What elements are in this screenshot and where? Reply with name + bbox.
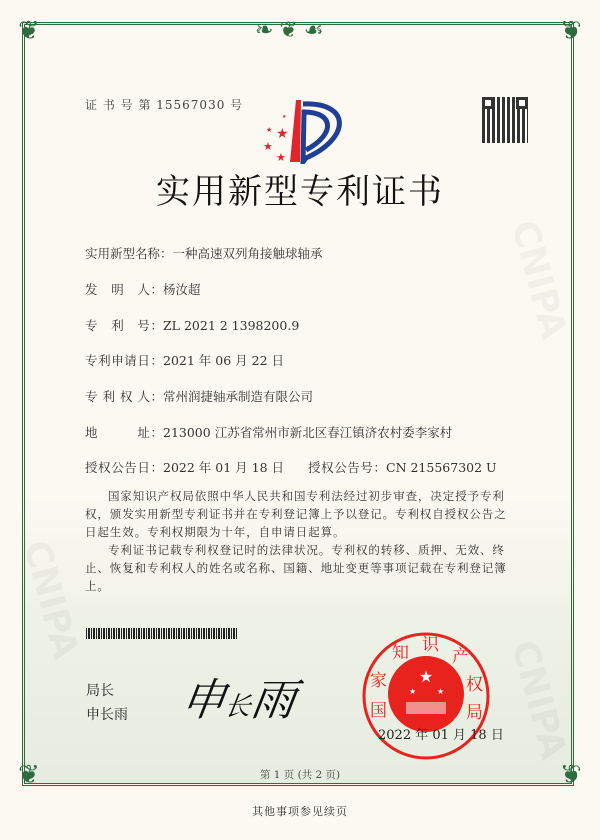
field-label: 专 利 号：	[85, 318, 163, 333]
cnipa-logo	[256, 98, 348, 164]
signature: 申长雨	[177, 675, 299, 726]
field-utility-model-name	[85, 244, 323, 262]
field-label: 地 址：	[85, 425, 163, 440]
field-patent-number	[85, 316, 299, 334]
footer-note: 其他事项参见续页	[252, 805, 348, 818]
signatory-title: 局长	[86, 683, 114, 699]
star-icon: ★	[282, 114, 287, 120]
field-patentee	[85, 387, 313, 405]
field-inventor	[85, 280, 201, 298]
field-value: 2022 年 01 月 18 日	[163, 460, 284, 475]
star-icon: ★	[409, 687, 417, 696]
field-grant-date	[85, 458, 284, 476]
field-announcement-number	[308, 458, 497, 476]
field-value: 杨汝超	[163, 282, 201, 297]
field-value: ZL 2021 2 1398200.9	[163, 318, 300, 333]
seal-char: 权	[466, 675, 483, 695]
statement-paragraph: 国家知识产权局依照中华人民共和国专利法经过初步审查，决定授予专利权，颁发实用新型专利证书并在专利登记簿上予以登记。专利权自授权公告之日起生效。专利权期限为十年，自申请日起算。	[85, 489, 507, 539]
certificate-statement	[85, 487, 517, 595]
top-ornament-icon: ❧❦☙	[255, 18, 330, 43]
page-title: 实用新型专利证书	[156, 172, 444, 212]
field-address	[85, 423, 452, 441]
corner-ornament-icon: ❦	[18, 760, 40, 790]
field-value: 一种高速双列角接触球轴承	[172, 246, 323, 261]
field-value: CN 215567302 U	[386, 460, 497, 475]
corner-ornament-icon: ❦	[560, 16, 582, 46]
barcode	[86, 628, 238, 639]
field-filing-date	[85, 351, 284, 369]
field-value: 213000 江苏省常州市新北区春江镇济农村委李家村	[163, 425, 453, 440]
seal-char: 识	[422, 635, 439, 655]
signatory-name: 申长雨	[86, 707, 128, 723]
star-icon: ★	[276, 151, 286, 164]
qr-code-icon	[482, 97, 528, 143]
star-icon: ★	[437, 687, 445, 696]
page-indicator: 第 1 页 (共 2 页)	[259, 769, 341, 781]
star-icon: ★	[263, 140, 273, 153]
field-label: 专 利 权 人：	[85, 389, 163, 404]
field-label: 授权公告日：	[85, 460, 163, 475]
corner-ornament-icon: ❦	[18, 16, 40, 46]
star-icon: ★	[418, 667, 434, 686]
field-value: 常州润捷轴承制造有限公司	[163, 389, 314, 404]
seal-date: 2022 年 01 月 18 日	[378, 728, 504, 743]
seal-char: 家	[370, 671, 387, 691]
logo-red-stroke	[290, 100, 301, 162]
certificate-number: 证 书 号 第 15567030 号	[85, 98, 244, 112]
field-label: 授权公告号：	[308, 460, 386, 475]
seal-char: 国	[370, 701, 387, 721]
statement-paragraph: 专利证书记载专利权登记时的法律状况。专利权的转移、质押、无效、终止、恢复和专利权人的姓名或名称、国籍、地址变更等事项记载在专利登记簿上。	[85, 543, 507, 593]
seal-char: 产	[452, 647, 469, 667]
field-value: 2021 年 06 月 22 日	[163, 353, 284, 368]
corner-ornament-icon: ❦	[560, 760, 582, 790]
field-label: 实用新型名称：	[85, 246, 173, 261]
logo-blue-curve	[303, 104, 339, 162]
star-icon: ★	[276, 126, 289, 142]
field-label: 发 明 人：	[85, 282, 163, 297]
seal-char: 局	[466, 703, 483, 723]
star-icon: ★	[266, 126, 273, 134]
seal-char: 知	[392, 643, 409, 663]
field-label: 专利申请日：	[85, 353, 163, 368]
gate-icon	[406, 702, 446, 714]
